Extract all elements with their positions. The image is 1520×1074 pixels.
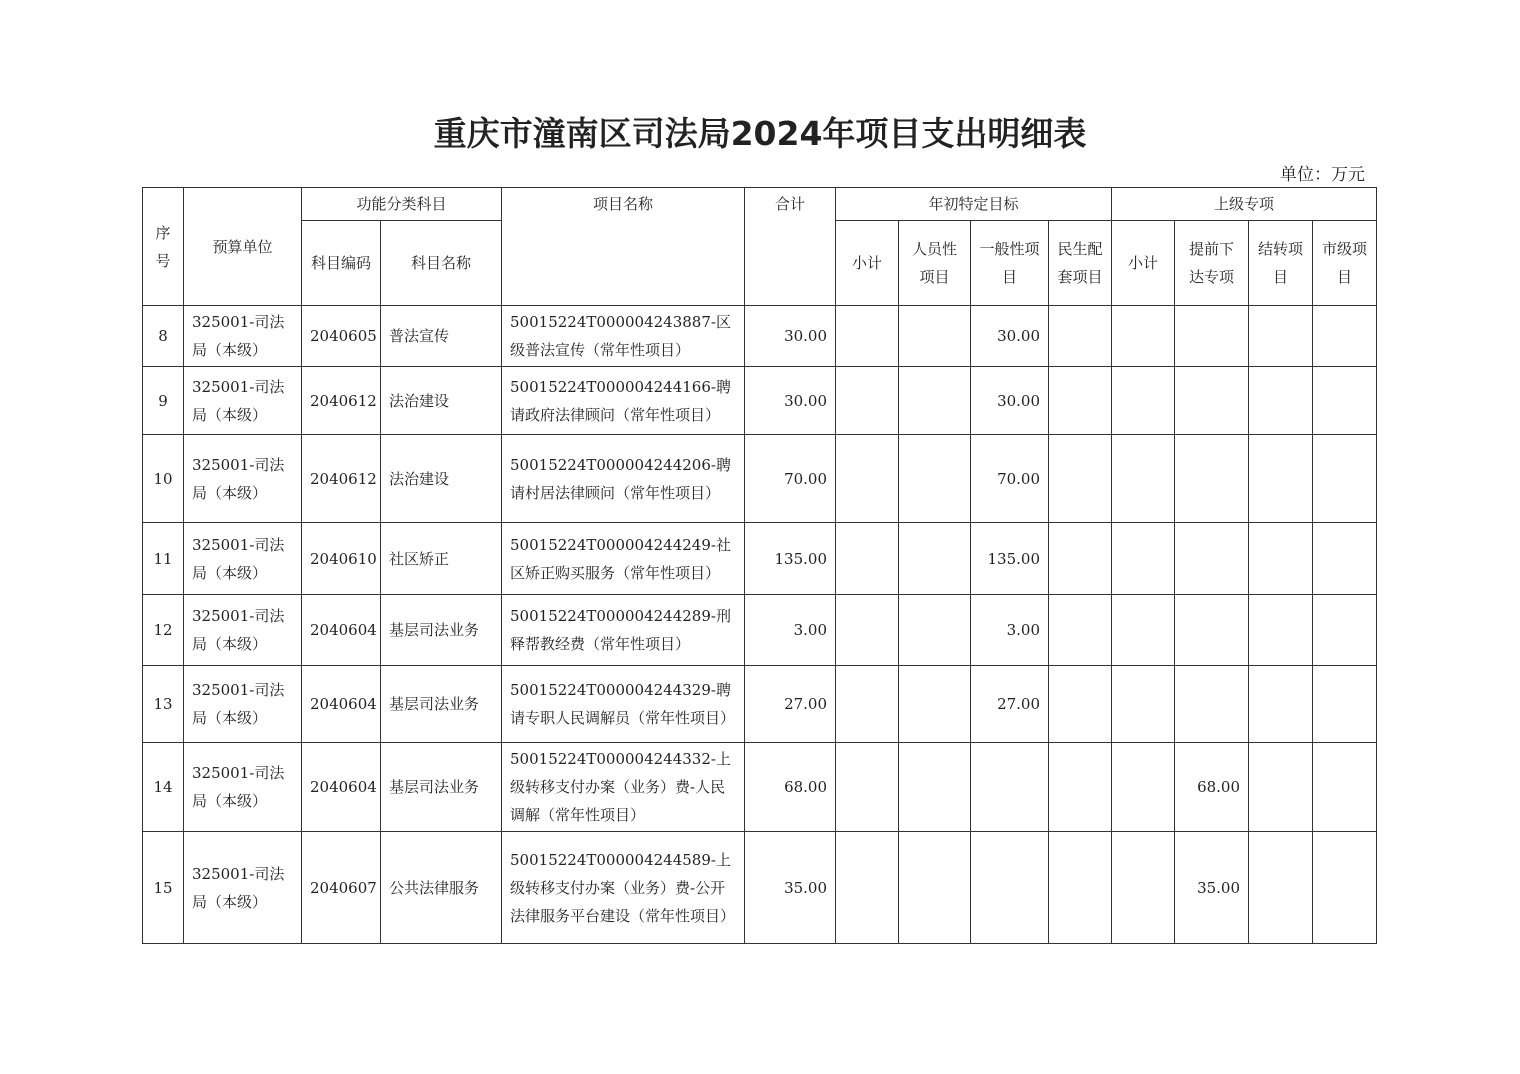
row-subject-code: 2040612	[302, 367, 381, 435]
row-upper-subtotal	[1112, 523, 1175, 595]
row-target-livelihood	[1049, 306, 1112, 367]
table-row	[143, 306, 1377, 367]
row-project-name: 50015224T000004244206-聘请村居法律顾问（常年性项目）	[502, 435, 745, 523]
row-target-livelihood	[1049, 832, 1112, 944]
row-upper-subtotal	[1112, 832, 1175, 944]
row-upper-advance	[1175, 523, 1249, 595]
row-budget-unit: 325001-司法局（本级）	[184, 367, 302, 435]
row-upper-advance	[1175, 666, 1249, 743]
row-target-general: 27.00	[971, 666, 1049, 743]
row-upper-city	[1313, 595, 1377, 666]
row-project-name: 50015224T000004244166-聘请政府法律顾问（常年性项目）	[502, 367, 745, 435]
row-subject-code: 2040604	[302, 666, 381, 743]
row-upper-carryover	[1249, 523, 1313, 595]
row-target-personnel	[899, 832, 971, 944]
header-target-personnel: 人员性项目	[899, 221, 971, 306]
row-project-name: 50015224T000004244589-上级转移支付办案（业务）费-公开法律服务平台建设（常年性项目）	[502, 832, 745, 944]
header-upper-carryover: 结转项目	[1249, 221, 1313, 306]
row-seq: 13	[143, 666, 184, 743]
table-row	[143, 435, 1377, 523]
row-target-subtotal	[836, 743, 899, 832]
row-total: 30.00	[745, 306, 836, 367]
row-target-general	[971, 832, 1049, 944]
row-upper-city	[1313, 832, 1377, 944]
row-upper-city	[1313, 306, 1377, 367]
row-subject-name: 基层司法业务	[381, 595, 502, 666]
row-target-general: 30.00	[971, 367, 1049, 435]
table-row	[143, 523, 1377, 595]
row-upper-carryover	[1249, 595, 1313, 666]
row-upper-advance	[1175, 306, 1249, 367]
row-upper-city	[1313, 367, 1377, 435]
row-upper-carryover	[1249, 367, 1313, 435]
row-upper-carryover	[1249, 666, 1313, 743]
row-upper-advance	[1175, 367, 1249, 435]
table-row	[143, 595, 1377, 666]
row-target-subtotal	[836, 523, 899, 595]
unit-label: 单位：万元	[1280, 165, 1365, 185]
row-target-personnel	[899, 666, 971, 743]
table-row	[143, 832, 1377, 944]
row-target-livelihood	[1049, 595, 1112, 666]
row-target-livelihood	[1049, 666, 1112, 743]
row-total: 27.00	[745, 666, 836, 743]
row-total: 30.00	[745, 367, 836, 435]
header-subject-code: 科目编码	[302, 221, 381, 306]
row-target-subtotal	[836, 367, 899, 435]
row-upper-city	[1313, 523, 1377, 595]
row-target-personnel	[899, 306, 971, 367]
row-target-personnel	[899, 523, 971, 595]
row-upper-city	[1313, 666, 1377, 743]
header-func-group: 功能分类科目	[302, 188, 502, 221]
row-upper-carryover	[1249, 832, 1313, 944]
row-target-subtotal	[836, 435, 899, 523]
row-seq: 14	[143, 743, 184, 832]
row-project-name: 50015224T000004243887-区级普法宣传（常年性项目）	[502, 306, 745, 367]
page-title: 重庆市潼南区司法局2024年项目支出明细表	[433, 114, 1087, 153]
row-target-subtotal	[836, 832, 899, 944]
header-seq: 序号	[143, 188, 184, 306]
header-upper-group: 上级专项	[1112, 188, 1377, 221]
row-subject-name: 社区矫正	[381, 523, 502, 595]
row-target-personnel	[899, 595, 971, 666]
row-target-subtotal	[836, 595, 899, 666]
row-upper-carryover	[1249, 435, 1313, 523]
row-upper-subtotal	[1112, 595, 1175, 666]
table-row	[143, 367, 1377, 435]
header-project-name: 项目名称	[502, 188, 745, 306]
header-target-group: 年初特定目标	[836, 188, 1112, 221]
row-target-general: 135.00	[971, 523, 1049, 595]
row-subject-code: 2040604	[302, 595, 381, 666]
row-budget-unit: 325001-司法局（本级）	[184, 832, 302, 944]
row-total: 70.00	[745, 435, 836, 523]
row-subject-code: 2040604	[302, 743, 381, 832]
row-seq: 10	[143, 435, 184, 523]
row-target-general	[971, 743, 1049, 832]
row-target-livelihood	[1049, 435, 1112, 523]
row-project-name: 50015224T000004244289-刑释帮教经费（常年性项目）	[502, 595, 745, 666]
header-target-subtotal: 小计	[836, 221, 899, 306]
row-budget-unit: 325001-司法局（本级）	[184, 666, 302, 743]
row-upper-carryover	[1249, 306, 1313, 367]
row-upper-city	[1313, 743, 1377, 832]
row-budget-unit: 325001-司法局（本级）	[184, 435, 302, 523]
row-upper-advance	[1175, 435, 1249, 523]
row-upper-advance	[1175, 595, 1249, 666]
row-target-subtotal	[836, 666, 899, 743]
row-seq: 12	[143, 595, 184, 666]
row-subject-code: 2040610	[302, 523, 381, 595]
row-budget-unit: 325001-司法局（本级）	[184, 743, 302, 832]
row-target-personnel	[899, 367, 971, 435]
row-total: 3.00	[745, 595, 836, 666]
expenditure-table	[142, 187, 1377, 944]
row-upper-advance: 35.00	[1175, 832, 1249, 944]
row-project-name: 50015224T000004244332-上级转移支付办案（业务）费-人民调解（常年性项目）	[502, 743, 745, 832]
row-seq: 8	[143, 306, 184, 367]
header-total: 合计	[745, 188, 836, 306]
row-project-name: 50015224T000004244249-社区矫正购买服务（常年性项目）	[502, 523, 745, 595]
row-subject-name: 基层司法业务	[381, 666, 502, 743]
row-target-livelihood	[1049, 743, 1112, 832]
row-subject-code: 2040612	[302, 435, 381, 523]
row-budget-unit: 325001-司法局（本级）	[184, 595, 302, 666]
row-upper-carryover	[1249, 743, 1313, 832]
row-subject-name: 基层司法业务	[381, 743, 502, 832]
row-project-name: 50015224T000004244329-聘请专职人民调解员（常年性项目）	[502, 666, 745, 743]
row-upper-city	[1313, 435, 1377, 523]
header-target-livelihood: 民生配套项目	[1049, 221, 1112, 306]
row-target-livelihood	[1049, 367, 1112, 435]
row-budget-unit: 325001-司法局（本级）	[184, 306, 302, 367]
row-upper-subtotal	[1112, 666, 1175, 743]
row-target-personnel	[899, 435, 971, 523]
row-budget-unit: 325001-司法局（本级）	[184, 523, 302, 595]
header-subject-name: 科目名称	[381, 221, 502, 306]
row-subject-code: 2040605	[302, 306, 381, 367]
row-target-personnel	[899, 743, 971, 832]
row-target-general: 30.00	[971, 306, 1049, 367]
header-upper-city: 市级项目	[1313, 221, 1377, 306]
row-total: 68.00	[745, 743, 836, 832]
row-target-general: 3.00	[971, 595, 1049, 666]
row-total: 135.00	[745, 523, 836, 595]
row-subject-name: 法治建设	[381, 367, 502, 435]
header-target-general: 一般性项目	[971, 221, 1049, 306]
header-upper-advance: 提前下达专项	[1175, 221, 1249, 306]
row-upper-subtotal	[1112, 306, 1175, 367]
row-upper-subtotal	[1112, 367, 1175, 435]
header-upper-subtotal: 小计	[1112, 221, 1175, 306]
row-upper-subtotal	[1112, 435, 1175, 523]
row-target-livelihood	[1049, 523, 1112, 595]
row-seq: 11	[143, 523, 184, 595]
row-target-general: 70.00	[971, 435, 1049, 523]
row-total: 35.00	[745, 832, 836, 944]
row-subject-name: 公共法律服务	[381, 832, 502, 944]
row-seq: 9	[143, 367, 184, 435]
row-upper-advance: 68.00	[1175, 743, 1249, 832]
row-upper-subtotal	[1112, 743, 1175, 832]
row-subject-name: 法治建设	[381, 435, 502, 523]
row-subject-name: 普法宣传	[381, 306, 502, 367]
table-row	[143, 743, 1377, 832]
header-budget-unit: 预算单位	[184, 188, 302, 306]
row-subject-code: 2040607	[302, 832, 381, 944]
table-row	[143, 666, 1377, 743]
row-seq: 15	[143, 832, 184, 944]
row-target-subtotal	[836, 306, 899, 367]
